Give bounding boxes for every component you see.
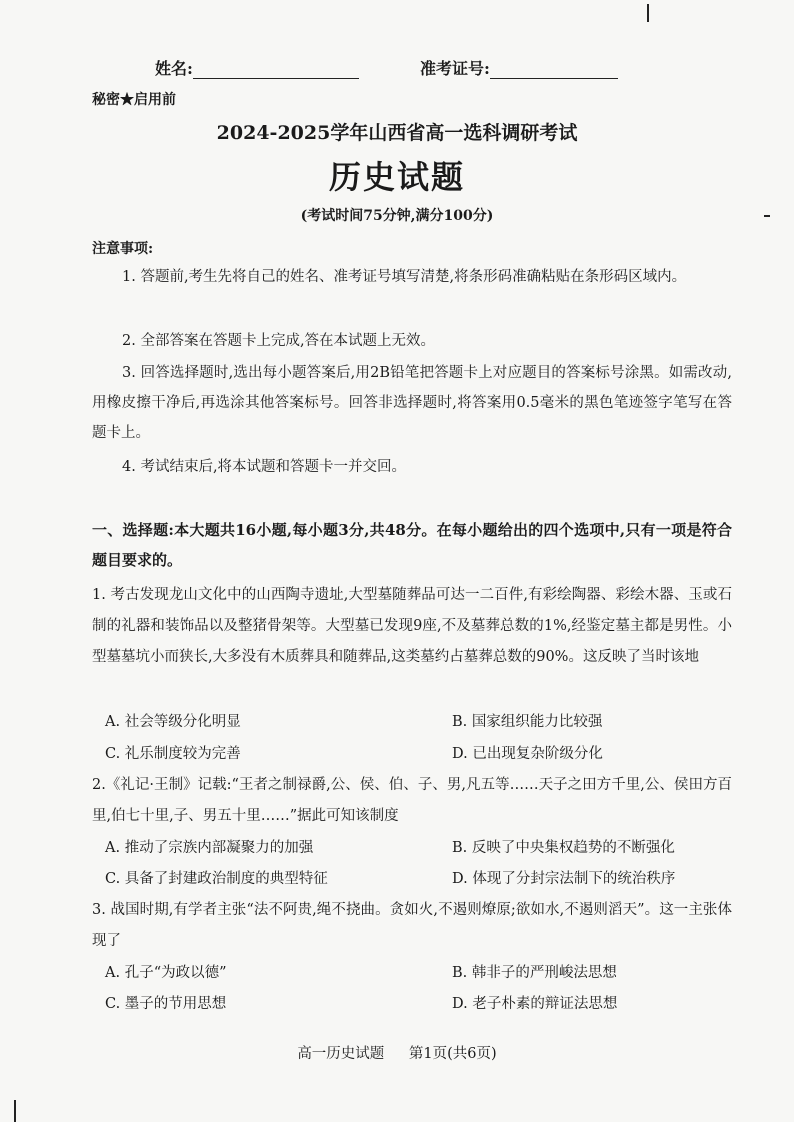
note-item-1: 1. 答题前,考生先将自己的姓名、准考证号填写清楚,将条形码准确粘贴在条形码区域内。	[122, 269, 687, 285]
secret-mark: 秘密★启用前	[92, 92, 176, 108]
question-1-option-c[interactable]: C. 礼乐制度较为完善	[105, 746, 241, 762]
note-item-3: 3. 回答选择题时,选出每小题答案后,用2B铅笔把答题卡上对应题目的答案标号涂黑。如需改动,用橡皮擦干净后,再选涂其他答案标号。回答非选择题时,将答案用0.5毫米的黑色笔迹签字笔写在答题卡上。	[92, 365, 732, 441]
footer-subject: 高一历史试题	[297, 1046, 385, 1062]
page-footer	[0, 1042, 794, 1063]
exam-number-field	[420, 56, 618, 79]
note-item-4: 4. 考试结束后,将本试题和答题卡一并交回。	[122, 459, 407, 475]
question-3-stem: 3. 战国时期,有学者主张“法不阿贵,绳不挠曲。贪如火,不遏则燎原;欲如水,不遏则滔天”。这一主张体现了	[92, 902, 732, 949]
name-field	[155, 56, 359, 79]
name-label: 姓名:	[155, 59, 193, 78]
question-3-option-b[interactable]: B. 韩非子的严刑峻法思想	[452, 965, 617, 981]
exam-title: 2024-2025学年山西省高一选科调研考试	[216, 122, 578, 144]
main-title: 历史试题	[328, 158, 465, 196]
question-2-option-c[interactable]: C. 具备了封建政治制度的典型特征	[105, 871, 328, 887]
exam-number-label: 准考证号:	[420, 59, 490, 78]
time-note: (考试时间75分钟,满分100分)	[300, 208, 494, 224]
exam-number-blank[interactable]	[490, 60, 618, 79]
question-2-option-b[interactable]: B. 反映了中央集权趋势的不断强化	[452, 840, 675, 856]
scan-mark-left	[14, 1100, 16, 1122]
scan-mark-top	[647, 4, 649, 22]
footer-page-number: 第1页(共6页)	[408, 1046, 497, 1062]
question-3-option-d[interactable]: D. 老子朴素的辩证法思想	[452, 996, 618, 1012]
question-2-stem: 2.《礼记·王制》记载:“王者之制禄爵,公、侯、伯、子、男,凡五等……天子之田方千里,公、侯田方百里,伯七十里,子、男五十里……”据此可知该制度	[92, 777, 732, 824]
question-2-option-d[interactable]: D. 体现了分封宗法制下的统治秩序	[452, 871, 676, 887]
name-blank[interactable]	[193, 60, 359, 79]
question-3-option-a[interactable]: A. 孔子“为政以德”	[105, 965, 227, 981]
note-item-2: 2. 全部答案在答题卡上完成,答在本试题上无效。	[122, 333, 436, 349]
question-1-stem: 1. 考古发现龙山文化中的山西陶寺遗址,大型墓随葬品可达一二百件,有彩绘陶器、彩绘木器、玉或石制的礼器和装饰品以及整猪骨架等。大型墓已发现9座,不及墓葬总数的1%,经鉴定墓主都是男性。小型墓墓坑小而狭长,大多没有木质葬具和随葬品,这类墓约占墓葬总数的90%。这反映了当时该地	[92, 587, 732, 665]
question-1-option-d[interactable]: D. 已出现复杂阶级分化	[452, 746, 603, 762]
notes-title: 注意事项:	[92, 241, 154, 257]
question-2-option-a[interactable]: A. 推动了宗族内部凝聚力的加强	[105, 840, 314, 856]
question-1-option-b[interactable]: B. 国家组织能力比较强	[452, 714, 603, 730]
section-heading: 一、选择题:本大题共16小题,每小题3分,共48分。在每小题给出的四个选项中,只有一项是符合题目要求的。	[92, 521, 732, 569]
question-3-option-c[interactable]: C. 墨子的节用思想	[105, 996, 227, 1012]
question-1-option-a[interactable]: A. 社会等级分化明显	[105, 714, 241, 730]
